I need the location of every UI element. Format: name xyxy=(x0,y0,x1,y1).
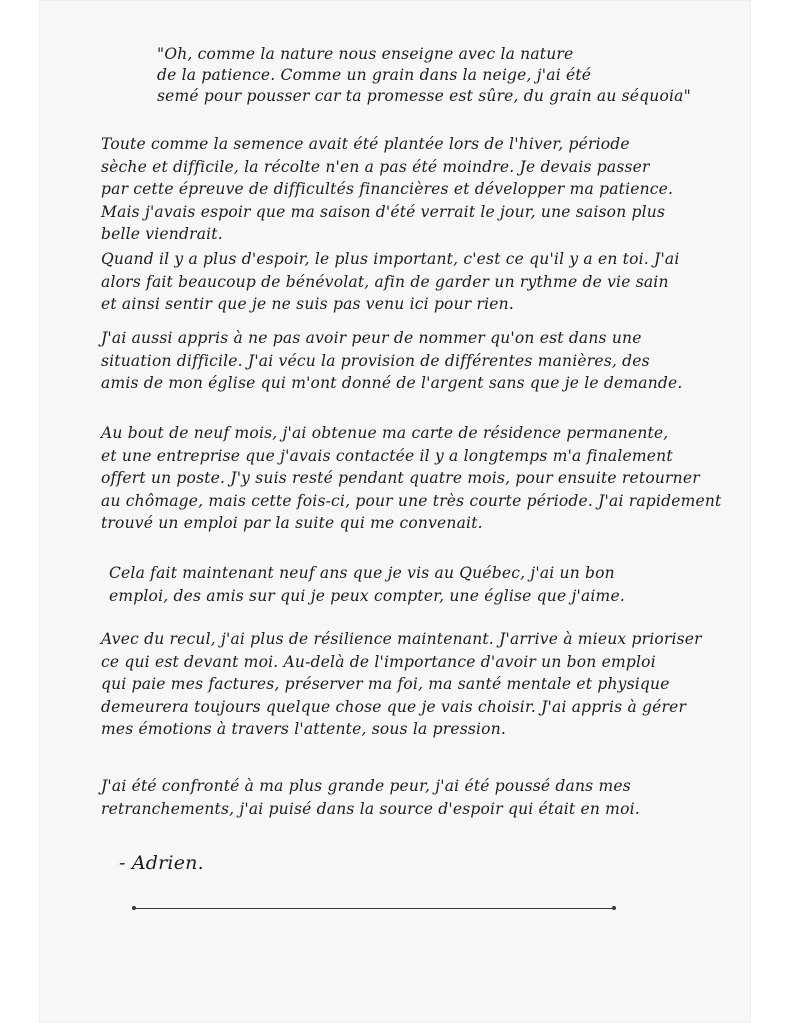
quote-line: semé pour pousser car ta promesse est sûre, du grain au séquoia" xyxy=(157,87,691,105)
paragraph-residence xyxy=(101,422,731,535)
paragraph-line: qui paie mes factures, préserver ma foi, ma santé mentale et physique xyxy=(101,675,670,693)
paragraph-line: situation difficile. J'ai vécu la provision de différentes manières, des xyxy=(101,351,650,370)
paragraph-line: demeurera toujours quelque chose que je vais choisir. J'ai appris à gérer xyxy=(101,697,687,716)
paragraph-line: Quand il y a plus d'espoir, le plus important, c'est ce qu'il y a en toi. J'ai xyxy=(101,250,680,268)
paragraph-fear xyxy=(101,775,731,820)
paragraph-line: Toute comme la semence avait été plantée lors de l'hiver, période xyxy=(101,135,630,153)
paragraph-line: mes émotions à travers l'attente, sous la pression. xyxy=(101,720,507,738)
paragraph-line: par cette épreuve de difficultés financières et développer ma patience. xyxy=(101,180,674,198)
paragraph-line: emploi, des amis sur qui je peux compter, une église que j'aime. xyxy=(109,586,625,605)
divider-line xyxy=(134,908,614,909)
paragraph-resilience xyxy=(101,628,731,741)
signature: - Adrien. xyxy=(119,852,204,874)
paragraph-quebec xyxy=(109,562,739,607)
paragraph-line: belle viendrait. xyxy=(101,225,223,243)
paragraph-line: Au bout de neuf mois, j'ai obtenue ma carte de résidence permanente, xyxy=(101,424,669,442)
paragraph-line: retranchements, j'ai puisé dans la source d'espoir qui était en moi. xyxy=(101,799,640,818)
paragraph-line: offert un poste. J'y suis resté pendant quatre mois, pour ensuite retourner xyxy=(101,469,700,487)
paragraph-line: Avec du recul, j'ai plus de résilience maintenant. J'arrive à mieux prioriser xyxy=(101,630,702,648)
paragraph-winter xyxy=(101,133,731,246)
paragraph-line: J'ai aussi appris à ne pas avoir peur de nommer qu'on est dans une xyxy=(101,329,642,347)
paragraph-line: au chômage, mais cette fois-ci, pour une très courte période. J'ai rapidement xyxy=(101,491,722,510)
paragraph-hope xyxy=(101,248,731,316)
paragraph-line: Mais j'avais espoir que ma saison d'été verrait le jour, une saison plus xyxy=(101,202,666,221)
paragraph-line: et ainsi sentir que je ne suis pas venu ici pour rien. xyxy=(101,295,514,313)
paragraph-provision xyxy=(101,327,731,395)
paragraph-line: ce qui est devant moi. Au-delà de l'importance d'avoir un bon emploi xyxy=(101,652,656,671)
paragraph-line: trouvé un emploi par la suite qui me convenait. xyxy=(101,514,483,532)
letter-page xyxy=(39,0,751,1023)
quote-line: "Oh, comme la nature nous enseigne avec la nature xyxy=(157,45,574,63)
paragraph-line: Cela fait maintenant neuf ans que je vis au Québec, j'ai un bon xyxy=(109,564,615,582)
paragraph-line: J'ai été confronté à ma plus grande peur, j'ai été poussé dans mes xyxy=(101,777,631,795)
quote-line: de la patience. Comme un grain dans la neige, j'ai été xyxy=(157,66,592,84)
paragraph-line: et une entreprise que j'avais contactée il y a longtemps m'a finalement xyxy=(101,446,673,465)
paragraph-line: amis de mon église qui m'ont donné de l'argent sans que je le demande. xyxy=(101,374,683,392)
paragraph-line: sèche et difficile, la récolte n'en a pas été moindre. Je devais passer xyxy=(101,157,650,176)
opening-quote xyxy=(157,44,717,107)
paragraph-line: alors fait beaucoup de bénévolat, afin de garder un rythme de vie sain xyxy=(101,272,669,291)
